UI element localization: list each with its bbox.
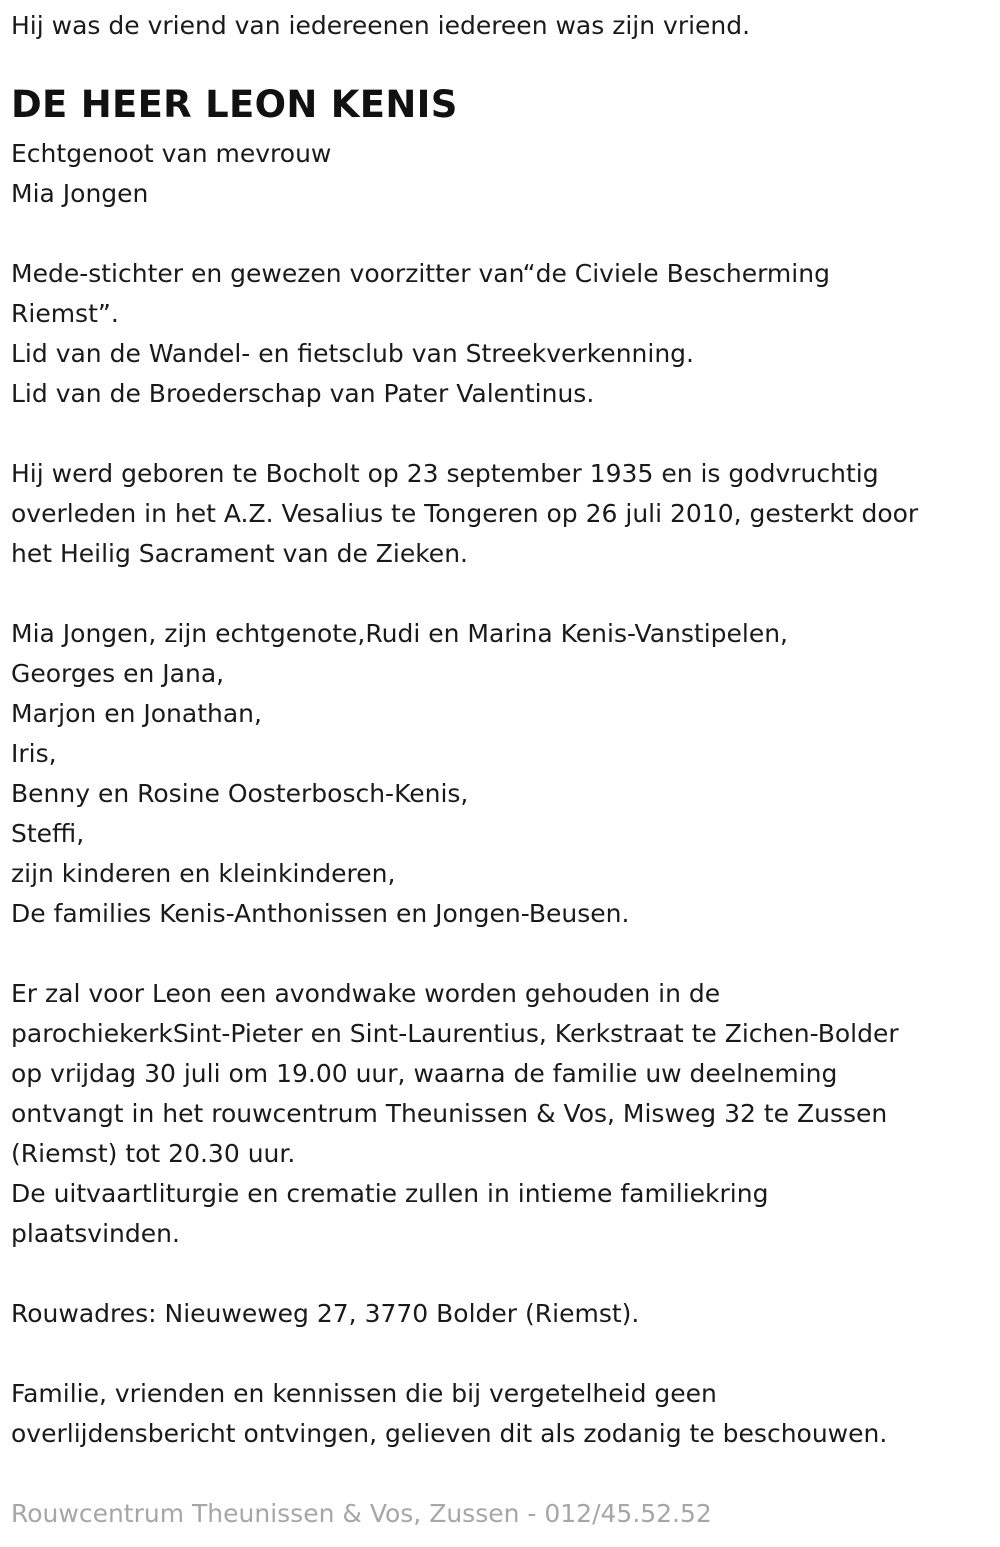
wake-line: ontvangt in het rouwcentrum Theunissen & Vos, Misweg 32 te Zussen: [11, 1099, 888, 1128]
family-line: Mia Jongen, zijn echtgenote,Rudi en Marina Kenis-Vanstipelen,: [11, 619, 789, 648]
family-line: Iris,: [11, 739, 57, 768]
wake-line: (Riemst) tot 20.30 uur.: [11, 1139, 296, 1168]
life-paragraph: [11, 454, 986, 574]
notice-line: Familie, vrienden en kennissen die bij vergetelheid geen: [11, 1379, 717, 1408]
family-line: Benny en Rosine Oosterbosch-Kenis,: [11, 779, 469, 808]
wake-line: De uitvaartliturgie en crematie zullen in intieme familiekring: [11, 1179, 769, 1208]
intro-text: [11, 6, 986, 46]
spouse-line: Echtgenoot van mevrouw: [11, 139, 332, 168]
address-line: Rouwadres: Nieuweweg 27, 3770 Bolder (Riemst).: [11, 1299, 640, 1328]
memberships-line: Lid van de Wandel- en fietsclub van Streekverkenning.: [11, 339, 694, 368]
spouse-line: Mia Jongen: [11, 179, 149, 208]
spouse-paragraph: [11, 134, 986, 214]
memberships-line: Lid van de Broederschap van Pater Valentinus.: [11, 379, 595, 408]
family-line: Marjon en Jonathan,: [11, 699, 262, 728]
memberships-paragraph: [11, 254, 986, 414]
notice-line: overlijdensbericht ontvingen, gelieven dit als zodanig te beschouwen.: [11, 1419, 888, 1448]
wake-line: parochiekerkSint-Pieter en Sint-Laurentius, Kerkstraat te Zichen-Bolder: [11, 1019, 899, 1048]
life-line: overleden in het A.Z. Vesalius te Tongeren op 26 juli 2010, gesterkt door: [11, 499, 919, 528]
family-line: zijn kinderen en kleinkinderen,: [11, 859, 396, 888]
wake-paragraph: [11, 974, 986, 1254]
family-paragraph: [11, 614, 986, 934]
wake-line: plaatsvinden.: [11, 1219, 180, 1248]
deceased-name-heading: DE HEER LEON KENIS: [11, 83, 458, 126]
family-line: Steffi,: [11, 819, 85, 848]
memberships-line: Riemst”.: [11, 299, 119, 328]
memberships-line: Mede-stichter en gewezen voorzitter van“de Civiele Bescherming: [11, 259, 830, 288]
wake-line: Er zal voor Leon een avondwake worden gehouden in de: [11, 979, 721, 1008]
notice-paragraph: [11, 1374, 986, 1454]
address-paragraph: [11, 1294, 986, 1334]
life-line: het Heilig Sacrament van de Zieken.: [11, 539, 468, 568]
intro-line: Hij was de vriend van iedereenen iedereen was zijn vriend.: [11, 11, 751, 40]
family-line: Georges en Jana,: [11, 659, 225, 688]
family-line: De families Kenis-Anthonissen en Jongen-Beusen.: [11, 899, 630, 928]
life-line: Hij werd geboren te Bocholt op 23 september 1935 en is godvruchtig: [11, 459, 879, 488]
wake-line: op vrijdag 30 juli om 19.00 uur, waarna de familie uw deelneming: [11, 1059, 838, 1088]
funeral-home-footer: Rouwcentrum Theunissen & Vos, Zussen - 012/45.52.52: [11, 1499, 712, 1528]
